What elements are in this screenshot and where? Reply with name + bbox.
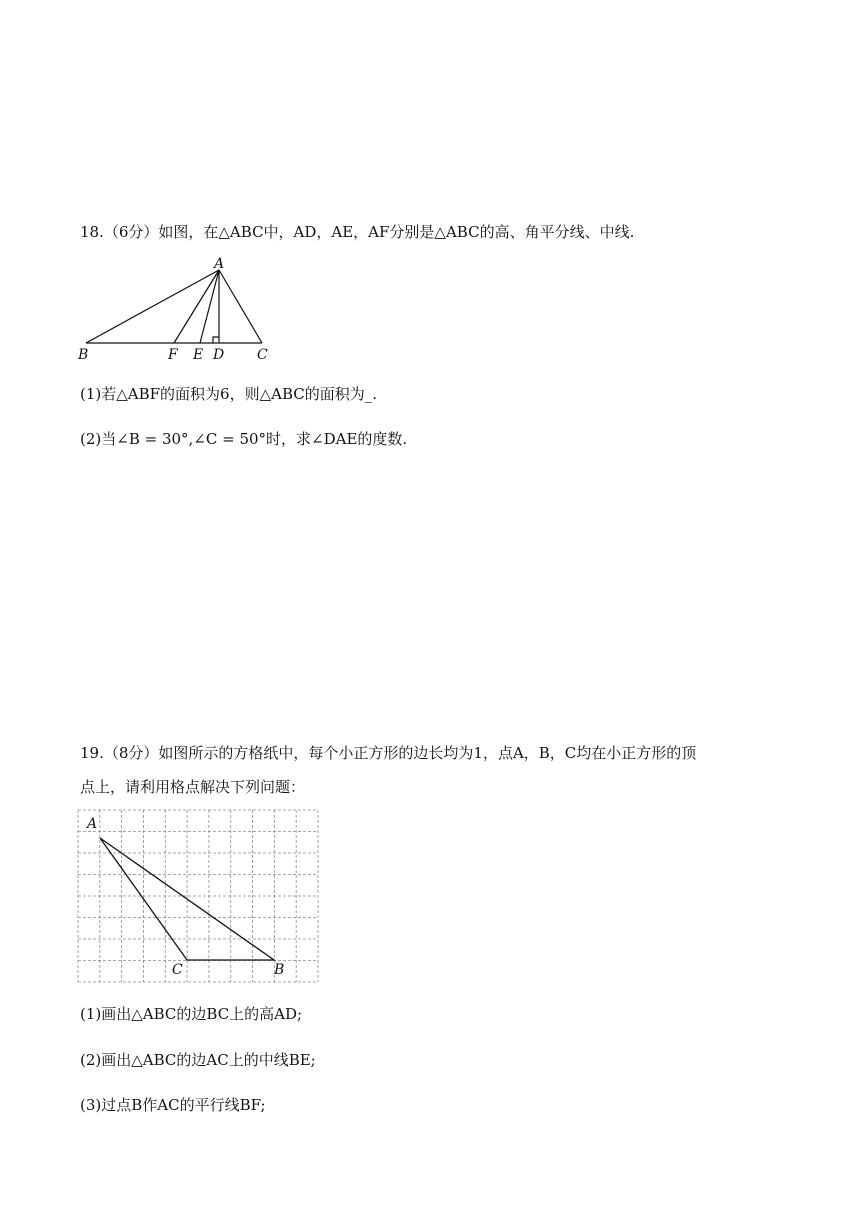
label-C: C	[172, 962, 183, 978]
label-E: E	[193, 347, 204, 363]
label-D: D	[213, 347, 225, 363]
q19-stem-line1: 19.（8分）如图所示的方格纸中，每个小正方形的边长均为1，点A，B，C均在小正方形的顶	[80, 744, 697, 762]
segment-AC	[219, 270, 262, 343]
label-C: C	[257, 347, 268, 363]
q19-stem-line2: 点上，请利用格点解决下列问题：	[80, 778, 306, 796]
q18-stem: 18.（6分）如图，在△ABC中，AD，AE，AF分别是△ABC的高、角平分线、中线.	[80, 223, 635, 241]
grid-lines	[78, 810, 318, 982]
label-A: A	[214, 256, 225, 272]
label-B: B	[274, 962, 285, 978]
label-B: B	[78, 347, 89, 363]
segment-AB	[86, 270, 219, 343]
q18-part2: (2)当∠B = 30°,∠C = 50°时，求∠DAE的度数.	[80, 430, 408, 448]
q19-part3: (3)过点B作AC的平行线BF;	[80, 1096, 266, 1114]
segment-AF	[174, 270, 219, 343]
label-F: F	[168, 347, 178, 363]
q19-grid-figure	[78, 810, 320, 985]
q19-part2: (2)画出△ABC的边AC上的中线BE;	[80, 1051, 316, 1069]
q18-part1: (1)若△ABF的面积为6，则△ABC的面积为_.	[80, 385, 378, 403]
segment-AE	[200, 270, 219, 343]
q19-part1: (1)画出△ABC的边BC上的高AD;	[80, 1005, 303, 1023]
right-angle-mark	[213, 337, 219, 343]
label-A: A	[87, 816, 98, 832]
q18-triangle-figure	[76, 256, 276, 366]
